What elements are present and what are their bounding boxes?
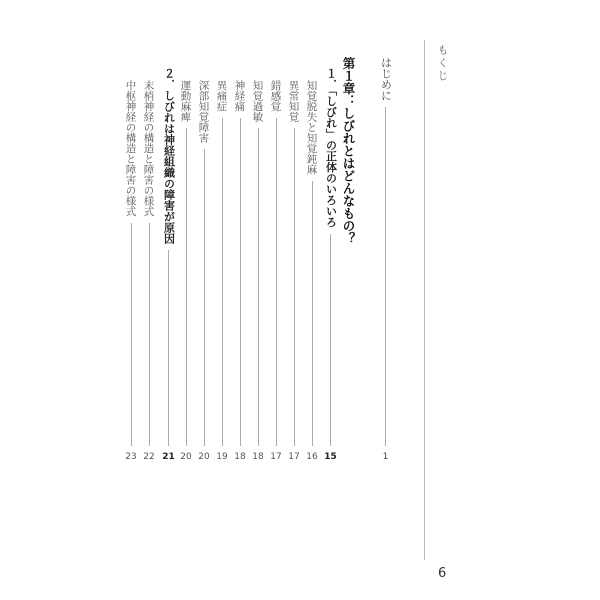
leader-line <box>131 223 132 447</box>
toc-item-label: 末梢神経の構造と障害の様式 <box>142 80 155 217</box>
toc-item-label: 中枢神経の構造と障害の様式 <box>124 80 137 217</box>
toc-page-number: 17 <box>270 452 282 462</box>
toc-item <box>197 80 211 462</box>
toc-item <box>142 80 156 462</box>
toc-item-label: 異痛症 <box>215 80 228 112</box>
toc-page-number: 1 <box>382 452 389 462</box>
toc-item-label: 知覚過敏 <box>251 80 264 122</box>
toc-item <box>251 80 265 462</box>
leader-line <box>276 118 277 447</box>
toc-page-number: 19 <box>216 452 228 462</box>
toc-section-2 <box>161 68 176 462</box>
toc-item <box>233 80 247 462</box>
toc-page-number: 22 <box>143 452 155 462</box>
toc-page-number: 21 <box>162 452 175 462</box>
leader-line <box>149 223 150 447</box>
toc-item-label: 運動麻痺 <box>179 80 192 122</box>
toc-item <box>287 80 301 462</box>
toc-page-number: 20 <box>198 452 210 462</box>
toc-item <box>269 80 283 462</box>
page-header: もくじ <box>436 44 449 83</box>
leader-line <box>294 128 295 446</box>
leader-line <box>330 234 331 447</box>
toc-item-label: 深部知覚障害 <box>197 80 210 143</box>
section-title: ２．しびれは神経組織の障害が原因 <box>162 68 176 244</box>
toc-page-number: 17 <box>288 452 300 462</box>
toc-item <box>179 80 193 462</box>
leader-line <box>204 149 205 446</box>
toc-page-number: 18 <box>234 452 246 462</box>
toc-entry-intro <box>378 57 393 462</box>
toc-page-number: 18 <box>252 452 264 462</box>
chapter-heading <box>340 57 356 245</box>
toc-item <box>305 80 319 462</box>
leader-line <box>186 128 187 446</box>
toc-item <box>124 80 138 462</box>
leader-line <box>168 250 169 446</box>
toc-item-label: 錯感覚 <box>269 80 282 112</box>
leader-line <box>222 118 223 447</box>
section-title: １．「しびれ」の正体のいろいろ <box>324 68 338 228</box>
toc-item-label: 知覚脱失と知覚鈍麻 <box>305 80 318 175</box>
chapter-title: 第１章：しびれとはどんなもの？ <box>341 57 356 245</box>
header-rule <box>424 40 425 560</box>
toc-page-number: 23 <box>125 452 137 462</box>
leader-line <box>312 181 313 447</box>
toc-item-label: 神経痛 <box>233 80 246 112</box>
toc-page-number: 15 <box>324 452 337 462</box>
leader-line <box>385 107 386 446</box>
toc-section-1 <box>323 68 338 462</box>
page-number: 6 <box>438 566 447 581</box>
toc-entry-label: はじめに <box>379 57 393 101</box>
toc-page-number: 16 <box>306 452 318 462</box>
toc-page-number: 20 <box>180 452 192 462</box>
leader-line <box>240 118 241 447</box>
toc-item <box>215 80 229 462</box>
leader-line <box>258 128 259 446</box>
toc-item-label: 異常知覚 <box>287 80 300 122</box>
